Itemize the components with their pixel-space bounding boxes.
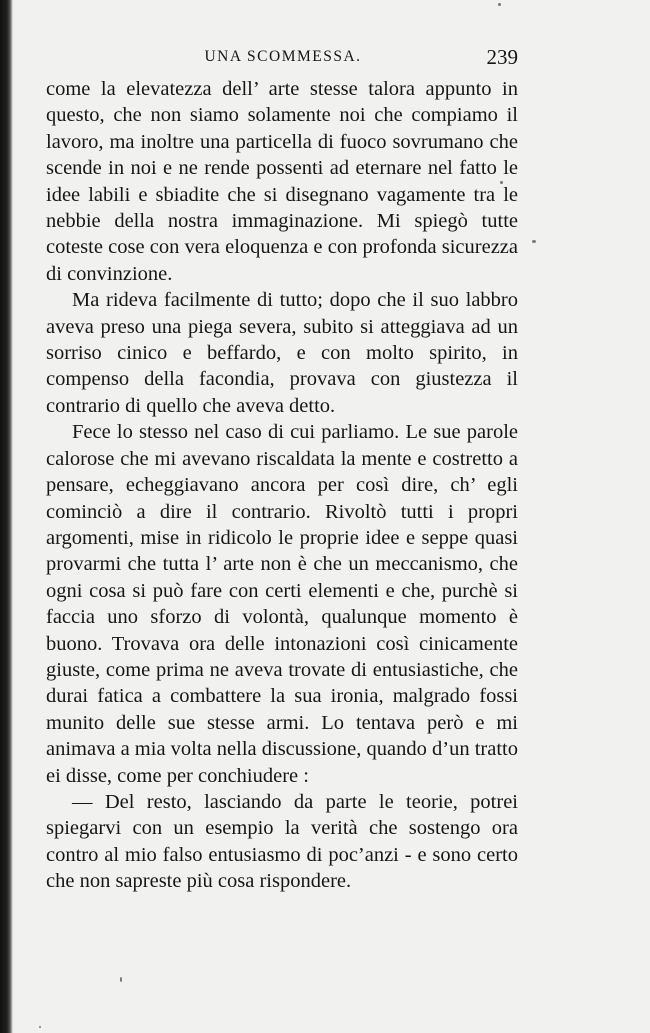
paper-speck xyxy=(498,3,501,6)
paragraph: come la elevatezza dell’ arte stesse talora appunto in questo, che non siamo solamente noi che compiamo il lavoro, ma inoltre una particella di fuoco sovrumano che scende in noi e ne rende possenti ad eternare nel fatto le idee labili e sbiadite che si disegnano vagamente tra le nebbie della nostra immaginazione. Mi spiegò tutte coteste cose con vera eloquenza e con profonda sicurezza di convinzione. xyxy=(46,78,518,285)
paragraph: Fece lo stesso nel caso di cui parliamo. Le sue parole calorose che mi avevano riscaldata la mente e costretto a pensare, echeggiavano ancora per così dire, ch’ egli cominciò a dire il contrario. Rivoltò tutti i propri argomenti, mise in ridicolo le proprie idee e seppe quasi provarmi che tutta l’ arte non è che un meccanismo, che ogni cosa si può fare con certi elementi e che, purchè si faccia uno sforzo di volontà, qualunque momento è buono. Trovava ora delle intonazioni così cinicamente giuste, come prima ne aveva trovate di entusiastiche, che durai fatica a combattere la sua ironia, malgrado fossi munito delle sue stesse armi. Lo tentava però e mi animava a mia volta nella discussione, quando d’un tratto ei disse, come per conchiudere : xyxy=(46,421,518,787)
page-number: 239 xyxy=(486,45,518,69)
paper-speck xyxy=(39,1026,41,1028)
running-head xyxy=(48,45,518,72)
running-title: UNA SCOMMESSA. xyxy=(204,48,362,65)
paper-speck xyxy=(532,240,536,243)
paragraph: Ma rideva facilmente di tutto; dopo che il suo labbro aveva preso una piega severa, subito si atteggiava ad un sorriso cinico e beffardo, e con molto spirito, in compenso della facondia, provava con giustezza il contrario di quello che aveva detto. xyxy=(46,289,518,417)
paper-speck xyxy=(120,977,122,982)
body-text xyxy=(46,76,518,895)
page-binding-edge xyxy=(0,0,13,1033)
paragraph: — Del resto, lasciando da parte le teorie, potrei spiegarvi con un esempio la verità che sostengo ora contro al mio falso entusiasmo di poc’anzi - e sono certo che non sapreste più cosa rispondere. xyxy=(46,790,518,893)
